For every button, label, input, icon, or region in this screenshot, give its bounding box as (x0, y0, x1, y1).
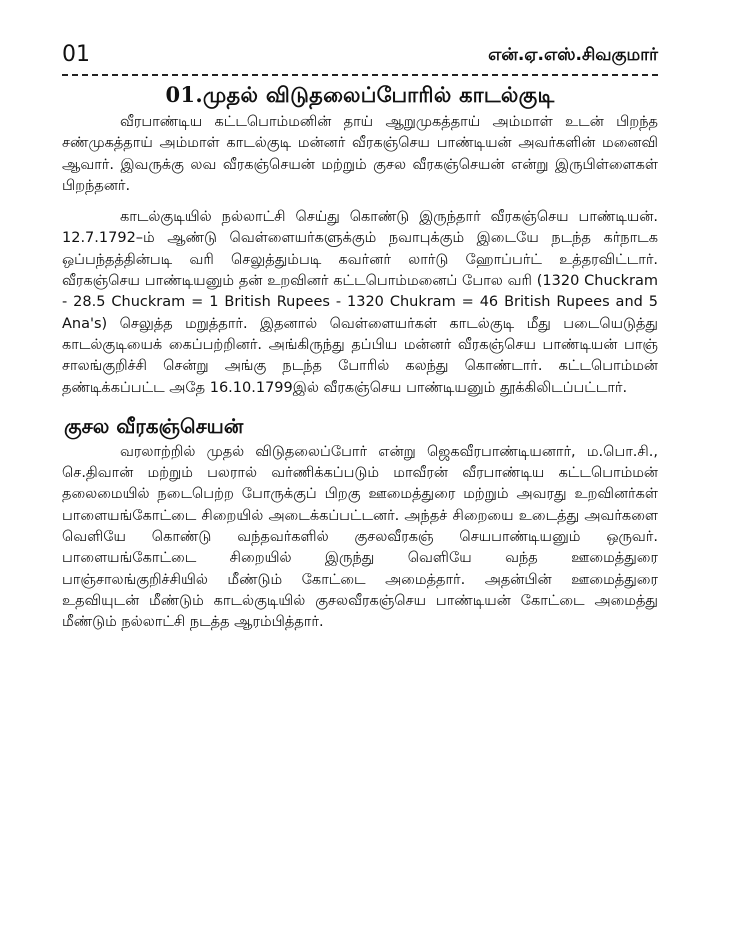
book-page (62, 38, 658, 634)
body-paragraph-1: வீரபாண்டிய கட்டபொம்மனின் தாய் ஆறுமுகத்தாய் அம்மாள் உடன் பிறந்த சண்முகத்தாய் அம்மாள் காடல்குடி மன்னர் வீரகஞ்செய பாண்டியன் அவர்களின் மனைவி ஆவார். இவருக்கு லவ வீரகஞ்செயன் மற்றும் குசல வீரகஞ்செயன் என்று இருபிள்ளைகள் பிறந்தனர். (62, 114, 658, 194)
header-divider (62, 74, 658, 76)
section-heading: குசல வீரகஞ்செயன் (64, 413, 244, 438)
page-number: 01 (62, 42, 90, 67)
section-paragraph-1: வரலாற்றில் முதல் விடுதலைப்போர் என்று ஜெகவீரபாண்டியனார், ம.பொ.சி., செ.திவான் மற்றும் பலரால் வர்ணிக்கப்படும் மாவீரன் வீரபாண்டிய கட்டபொம்மன் தலைமையில் நடைபெற்ற போருக்குப் பிறகு ஊமைத்துரை மற்றும் அவரது உறவினர்கள் பாளையங்கோட்டை சிறையில் அடைக்கப்பட்டனர். அந்தச் சிறையை உடைத்து அவர்களை வெளியே கொண்டு வந்தவர்களில் குசலவீரகஞ் செயபாண்டியனும் ஒருவர். பாளையங்கோட்டை சிறையில் இருந்து வெளியே வந்த ஊமைத்துரை பாஞ்சாலங்குறிச்சியில் மீண்டும் கோட்டை அமைத்தார். அதன்பின் ஊமைத்துரை உதவியுடன் மீண்டும் காடல்குடியில் குசலவீரகஞ்செய பாண்டியன் கோட்டை அமைத்து மீண்டும் நல்லாட்சி நடத்த ஆரம்பித்தார். (62, 443, 658, 631)
body-paragraph-2: காடல்குடியில் நல்லாட்சி செய்து கொண்டு இருந்தார் வீரகஞ்செய பாண்டியன். 12.7.1792–ம் ஆண்டு வெள்ளையர்களுக்கும் நவாபுக்கும் இடையே நடந்த கர்நாடக ஒப்பந்தத்தின்படி வரி செலுத்தும்படி கவர்னர் லார்டு ஹோப்பர்ட் உத்தரவிட்டார். வீரகஞ்செய பாண்டியனும் தன் உறவினர் கட்டபொம்மனைப் போல வரி (1320 Chuckram - 28.5 Chuckram = 1 British Rupees - 1320 Chukram = 46 British Rupees and 5 Ana's) செலுத்த மறுத்தார். இதனால் வெள்ளையர்கள் காடல்குடி மீது படையெடுத்து காடல்குடியைக் கைப்பற்றினர். அங்கிருந்து தப்பிய மன்னர் வீரகஞ்செய பாண்டியன் பாஞ் சாலங்குறிச்சி சென்று அங்கு நடந்த போரில் கலந்து கொண்டார். கட்டபொம்மன் தண்டிக்கப்பட்ட அதே 16.10.1799இல் வீரகஞ்செய பாண்டியனும் தூக்கிலிடப்பட்டார். (62, 209, 658, 396)
page-header (62, 38, 658, 68)
chapter-title: 01.முதல் விடுதலைப்போரில் காடல்குடி (165, 82, 555, 107)
author-name: என்.ஏ.எஸ்.சிவகுமார் (488, 45, 658, 65)
